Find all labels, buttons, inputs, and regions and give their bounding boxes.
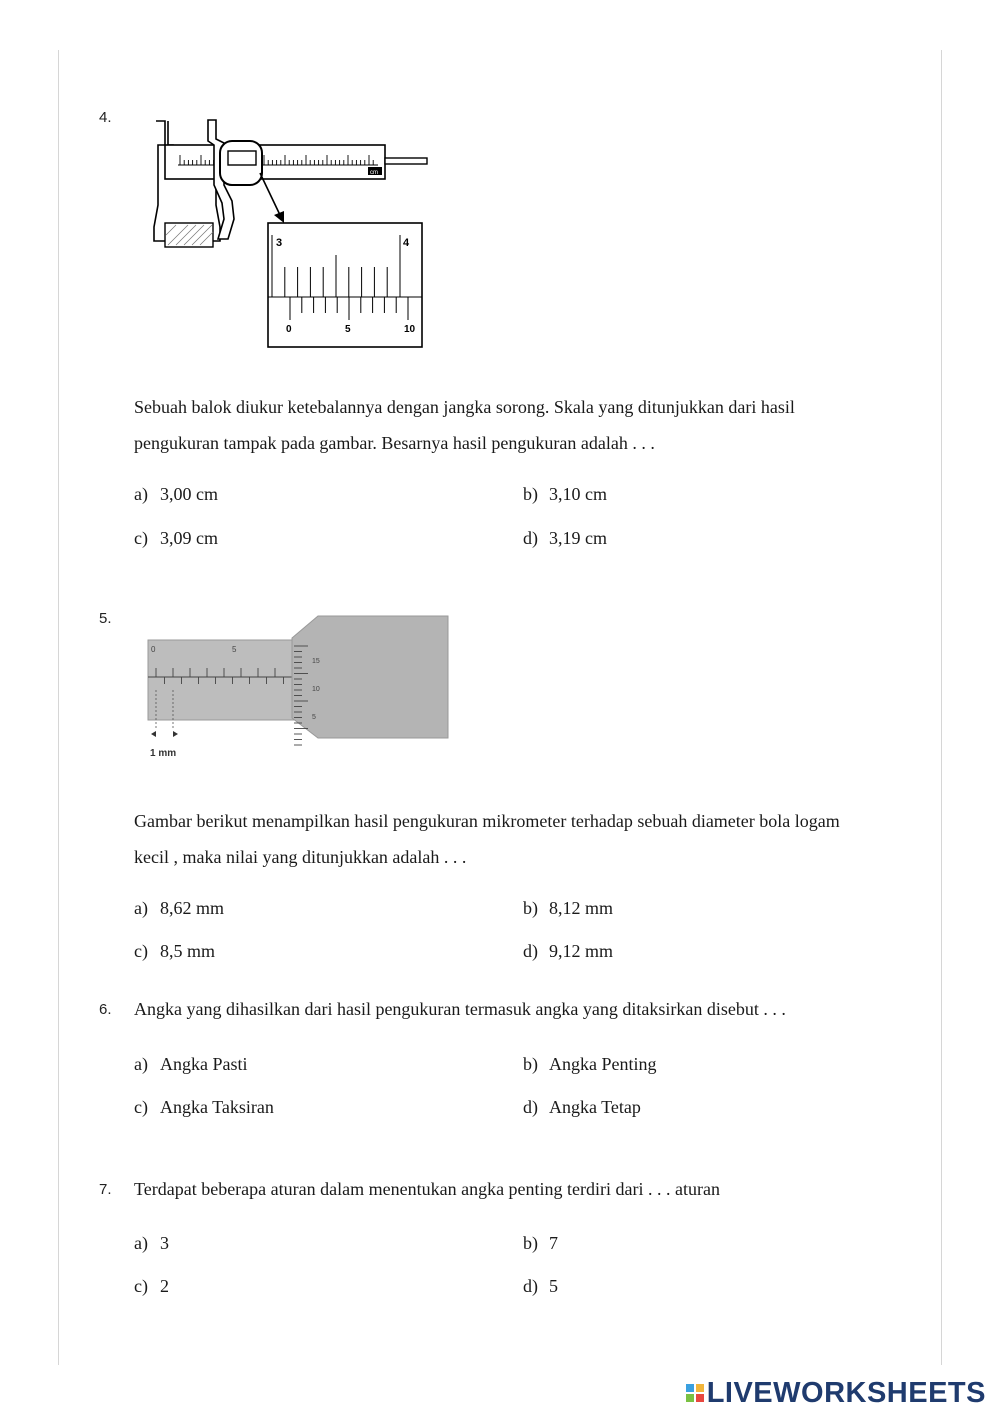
option-text: Angka Pasti: [160, 1054, 248, 1074]
vernier-label-0: 0: [286, 324, 292, 335]
thimble-label-15: 15: [312, 658, 320, 665]
question-7-option-a[interactable]: [134, 1233, 169, 1254]
option-letter: a): [134, 898, 148, 918]
option-letter: b): [523, 898, 538, 918]
question-7-option-b[interactable]: [523, 1233, 558, 1254]
option-text: Angka Taksiran: [160, 1097, 274, 1117]
unit-label: cm: [370, 170, 378, 176]
option-letter: a): [134, 1233, 148, 1253]
micrometer-figure: [140, 610, 460, 765]
option-text: 8,5 mm: [160, 941, 216, 961]
main-scale-label-4: 4: [403, 237, 410, 249]
question-5-option-b[interactable]: [523, 898, 613, 919]
question-5-option-c[interactable]: [134, 941, 215, 962]
question-5-option-a[interactable]: [134, 898, 224, 919]
question-5-text: Gambar berikut menampilkan hasil pengukuran mikrometer terhadap sebuah diameter bola logam kecil , maka nilai yang ditunjukkan adalah . . .: [134, 811, 840, 867]
option-letter: c): [134, 1097, 148, 1117]
option-letter: b): [523, 484, 538, 504]
page-border-left: [58, 50, 59, 1365]
thimble-label-5: 5: [312, 714, 316, 721]
option-letter: a): [134, 1054, 148, 1074]
option-text: 3: [160, 1233, 169, 1253]
question-6-option-d[interactable]: [523, 1097, 641, 1118]
option-text: 3,10 cm: [549, 484, 607, 504]
step-label: 1 mm: [150, 748, 177, 759]
question-4-text: Sebuah balok diukur ketebalannya dengan jangka sorong. Skala yang ditunjukkan dari hasil pengukuran tampak pada gambar. Besarnya hasil pengukuran adalah . . .: [134, 397, 795, 453]
question-5-number: 5.: [99, 610, 112, 627]
option-text: 8,12 mm: [549, 898, 614, 918]
page-border-right: [941, 50, 942, 1365]
vernier-caliper-figure: [138, 115, 438, 355]
question-4-number: 4.: [99, 109, 112, 126]
question-7-text: Terdapat beberapa aturan dalam menentukan angka penting terdiri dari . . . aturan: [134, 1179, 720, 1199]
option-text: 8,62 mm: [160, 898, 225, 918]
option-text: 5: [549, 1276, 558, 1296]
option-text: 3,09 cm: [160, 528, 218, 548]
main-scale-label-3: 3: [276, 237, 283, 249]
liveworksheets-logo[interactable]: [686, 1378, 986, 1408]
option-text: Angka Penting: [549, 1054, 657, 1074]
sleeve-label-0: 0: [151, 645, 156, 654]
option-text: 9,12 mm: [549, 941, 614, 961]
option-letter: d): [523, 528, 538, 548]
option-text: Angka Tetap: [549, 1097, 641, 1117]
option-letter: c): [134, 528, 148, 548]
option-letter: d): [523, 1276, 538, 1296]
question-4-option-c[interactable]: [134, 528, 218, 549]
option-text: 2: [160, 1276, 169, 1296]
question-6-option-a[interactable]: [134, 1054, 248, 1075]
thimble-label-10: 10: [312, 686, 320, 693]
option-text: 3,19 cm: [549, 528, 607, 548]
option-text: 7: [549, 1233, 558, 1253]
option-letter: b): [523, 1054, 538, 1074]
question-6-text: Angka yang dihasilkan dari hasil pengukuran termasuk angka yang ditaksirkan disebut . . .: [134, 999, 786, 1019]
liveworksheets-brand: LIVEWORKSHEETS: [706, 1376, 986, 1409]
option-letter: a): [134, 484, 148, 504]
option-letter: d): [523, 941, 538, 961]
question-4-option-d[interactable]: [523, 528, 607, 549]
question-7-option-c[interactable]: [134, 1276, 169, 1297]
liveworksheets-logo-icon: [686, 1384, 704, 1402]
vernier-label-5: 5: [345, 324, 351, 335]
question-7-number: 7.: [99, 1181, 112, 1198]
option-letter: c): [134, 941, 148, 961]
question-6-option-c[interactable]: [134, 1097, 274, 1118]
question-6-option-b[interactable]: [523, 1054, 657, 1075]
option-letter: c): [134, 1276, 148, 1296]
question-4-option-a[interactable]: [134, 484, 218, 505]
question-7-option-d[interactable]: [523, 1276, 558, 1297]
question-5-option-d[interactable]: [523, 941, 613, 962]
vernier-label-10: 10: [404, 324, 416, 335]
question-6-number: 6.: [99, 1001, 112, 1018]
sleeve-label-5: 5: [232, 645, 237, 654]
option-text: 3,00 cm: [160, 484, 218, 504]
question-4-option-b[interactable]: [523, 484, 607, 505]
option-letter: b): [523, 1233, 538, 1253]
option-letter: d): [523, 1097, 538, 1117]
